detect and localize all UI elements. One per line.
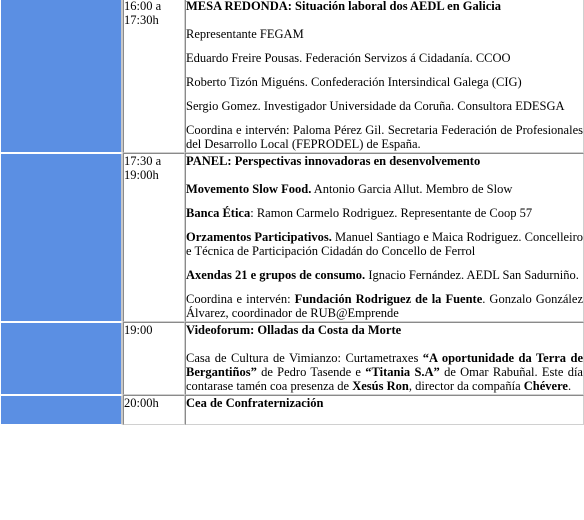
- session-title: PANEL: Perspectivas innovadoras en desenvolvemento: [186, 154, 481, 168]
- item-text: : Ramon Carmelo Rodriguez. Representante de Coop 57: [250, 206, 533, 220]
- session-time: [123, 153, 185, 322]
- session-time: [123, 322, 185, 395]
- sidebar-cell: [0, 0, 123, 153]
- session-item: [186, 230, 583, 258]
- session-item: [186, 182, 583, 196]
- session-item: [186, 206, 583, 220]
- session-title: Cea de Confraternización: [186, 396, 324, 410]
- session-row: [0, 322, 584, 395]
- session-item: [186, 75, 583, 89]
- session-content: [185, 153, 584, 322]
- session-row: [0, 395, 584, 425]
- session-item: [186, 292, 583, 320]
- sidebar-cell: [0, 395, 123, 425]
- session-item: [186, 99, 583, 113]
- session-row: [0, 153, 584, 322]
- item-highlight: Orzamentos Participativos.: [186, 230, 332, 244]
- description-text: de Omar Rabuñal. Este día contarase tamén coa presenza de: [186, 365, 583, 393]
- item-text: Coordina e intervén: Paloma Pérez Gil. Secretaria Federación de Profesionales del Desarrollo Local (FEPRODEL) de España.: [186, 123, 583, 151]
- session-row: [0, 0, 584, 153]
- session-title: Videoforum: Olladas da Costa da Morte: [186, 323, 402, 337]
- time-line: 17:30 a: [124, 154, 162, 168]
- item-highlight: Movemento Slow Food.: [186, 182, 312, 196]
- time-line: 19:00: [124, 323, 153, 337]
- item-highlight: Banca Ética: [186, 206, 251, 220]
- item-text: Sergio Gomez. Investigador Universidade da Coruña. Consultora EDESGA: [186, 99, 565, 113]
- description-highlight: Chévere: [523, 379, 568, 393]
- item-highlight: Fundación Rodriguez de la Fuente: [294, 292, 483, 306]
- item-text: Manuel Santiago e Maica Rodriguez. Concelleiro e Técnica de Participación Cidadán do Concello de Ferrol: [186, 230, 583, 258]
- session-item: [186, 123, 583, 151]
- session-description: [186, 351, 583, 393]
- session-item: [186, 27, 583, 41]
- time-line: 17:30h: [124, 13, 159, 27]
- sidebar-cell: [0, 322, 123, 395]
- session-item: [186, 268, 583, 282]
- description-highlight: “Titania S.A”: [365, 365, 440, 379]
- session-content: [185, 395, 584, 425]
- description-text: de Pedro Tasende e: [256, 365, 366, 379]
- sidebar-cell: [0, 153, 123, 322]
- description-text: .: [567, 379, 572, 393]
- item-text: Eduardo Freire Pousas. Federación Servizos á Cidadanía. CCOO: [186, 51, 511, 65]
- description-highlight: Xesús Ron: [352, 379, 409, 393]
- session-content: [185, 322, 584, 395]
- item-highlight: Axendas 21 e grupos de consumo.: [186, 268, 366, 282]
- description-highlight: “A oportunidade da Terra de Bergantiños”: [186, 351, 583, 379]
- time-line: 19:00h: [124, 168, 159, 182]
- time-line: 20:00h: [124, 396, 159, 410]
- session-time: [123, 0, 185, 153]
- item-text: Roberto Tizón Miguéns. Confederación Intersindical Galega (CIG): [186, 75, 522, 89]
- item-text: Representante FEGAM: [186, 27, 304, 41]
- item-text: Ignacio Fernández. AEDL San Sadurniño.: [365, 268, 579, 282]
- session-content: [185, 0, 584, 153]
- session-title: MESA REDONDA: Situación laboral dos AEDL en Galicia: [186, 0, 501, 13]
- item-text: . Gonzalo González Álvarez, coordinador de RUB@Emprende: [186, 292, 583, 320]
- item-text: Coordina e intervén:: [186, 292, 295, 306]
- description-text: , director da compañía: [408, 379, 524, 393]
- session-time: [123, 395, 185, 425]
- session-item: [186, 51, 583, 65]
- item-text: Antonio Garcia Allut. Membro de Slow: [311, 182, 513, 196]
- description-text: Casa de Cultura de Vimianzo: Curtametraxes: [186, 351, 423, 365]
- time-line: 16:00 a: [124, 0, 162, 13]
